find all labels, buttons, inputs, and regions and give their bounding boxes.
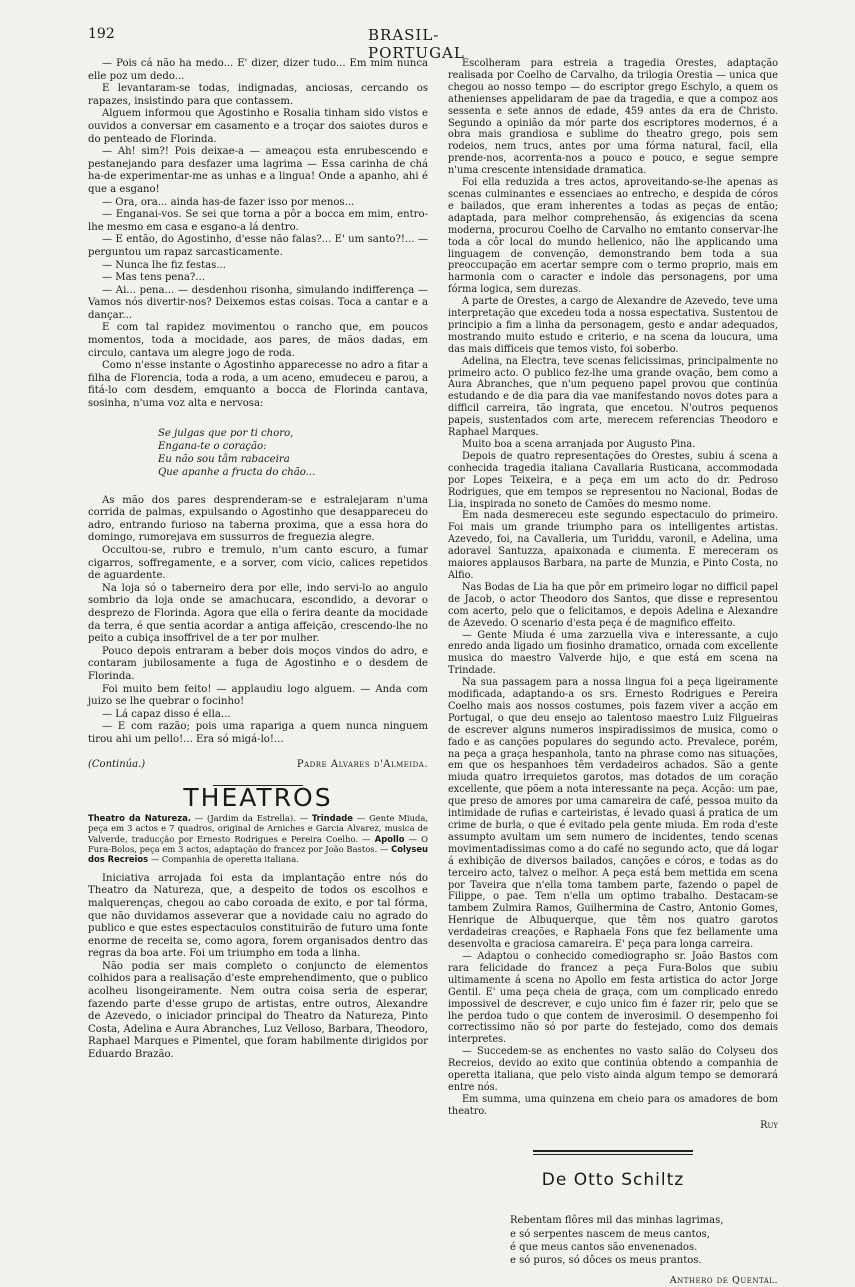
poem-line: Rebentam flôres mil das minhas lagrimas, <box>510 1215 724 1227</box>
review-signature: Ruy <box>760 1119 778 1131</box>
left-column <box>88 58 428 1062</box>
review-paragraph: Muito boa a scena arranjada por Augusto Pina. <box>462 439 696 450</box>
story-paragraph: — E então, do Agostinho, d'esse não falas?... E' um santo?!... — perguntou um rapaz sarcasticamente. <box>88 234 428 258</box>
story-paragraph: — Ai... pena... — desdenhou risonha, simulando indifferença — Vamos nós divertir-nos? Deixemos estas coisas. Toca a cantar e a dançar... <box>88 284 428 321</box>
story-paragraph: Alguem informou que Agostinho e Rosalia tinham sido vistos e ouvidos a conversar em casamento e a troçar dos saiotes duros e do penteado de Florinda. <box>88 108 428 145</box>
song-verse <box>158 427 428 479</box>
poem-author: Anthero de Quental. <box>669 1275 778 1287</box>
story-text-continued <box>88 495 428 747</box>
story-paragraph: Pouco depois entraram a beber dois moços vindos do adro, e contaram jubilosamente a fuga de Agostinho e o desdem de Florinda. <box>88 645 428 682</box>
section-title: THEATROS <box>183 783 333 813</box>
review-paragraph: Depois de quatro representações do Orestes, subiu á scena a conhecida tragedia italiana Cavallaria Rusticana, accommodada por Lopes Teixeira, e a peça em um acto do dr. Pedroso Rodrigues, que em tempos se representou no Nacional, Bodas de Lia, inspirada no soneto de Camões do mesmo nome. <box>448 450 778 510</box>
story-signature <box>88 759 428 772</box>
poem-line: e só puros, só dôces os meus prantos. <box>510 1255 702 1267</box>
continua-note: (Continúa.) <box>88 758 146 770</box>
review-paragraph: — Gente Miuda é uma zarzuella viva e interessante, a cujo enredo anda ligado um fiosinho dramatico, ornada com excellente musica do maestro Valverde hijo, e que está em scena na Trindade. <box>448 629 778 677</box>
story-paragraph: — Mas tens pena?... <box>102 272 205 284</box>
story-text <box>88 58 428 411</box>
programme-venue: Theatro da Natureza. <box>88 812 191 823</box>
story-paragraph: E com tal rapidez movimentou o rancho que, em poucos momentos, toda a mocidade, aos pares, de mãos dadas, em circulo, cantava um alegre jogo de roda. <box>88 322 428 359</box>
story-paragraph: Como n'esse instante o Agostinho apparecesse no adro a fitar a filha de Florencia, toda a roda, a um aceno, emudeceu e parou, a fitá-lo com desdem, emquanto a bocca de Florinda cantava, sosinha, n'uma voz alta e nervosa: <box>88 360 428 410</box>
programme-detail: — O Fura-Bolos, peça em 3 actos, adaptação do francez por João Bastos. — <box>88 833 428 854</box>
programme-detail: — Companhia de operetta italiana. <box>148 854 299 865</box>
review-paragraph: Adelina, na Electra, teve scenas felicissimas, principalmente no primeiro acto. O publico fez-lhe uma grande ovação, bem como a Aura Abranches, que n'um pequeno papel provou que continúa estudando e de dia para dia vae manifestando novos dotes para a difficil carreira, tão ingrata, que encetou. N'outros pequenos papeis, sustentados com arte, merecem referencias Theodoro e Raphael Marques. <box>448 355 778 439</box>
story-paragraph: — Nunca lhe fiz festas... <box>102 259 226 271</box>
story-paragraph: — Ah! sim?! Pois deixae-a — ameaçou esta enrubescendo e pestanejando para desfazer uma lagrima — Essa carinha de chá ha-de experimentar-me as unhas e a lingua! Onde a apanho, ahi é que a esgano! <box>88 146 428 195</box>
review-paragraph: Não podia ser mais completo o conjuncto de elementos colhidos para a realisação d'este emprehendimento, que o publico acolheu lisongeiramente. Nem outra coisa seria de esperar, fazendo parte d'esse grupo de artistas, entre outros, Alexandre de Azevedo, o iniciador principal do Theatro da Natureza, Pinto Costa, Adelina e Aura Abranches, Luz Velloso, Barbara, Theodoro, Raphael Marques e Pimentel, que foram habilmente dirigidos por Eduardo Brazão. <box>88 960 428 1061</box>
double-rule-divider <box>533 1150 693 1155</box>
programme-venue: Colyseu dos Recreios <box>88 843 428 865</box>
theatre-programme <box>88 813 428 865</box>
review-paragraph: — Adaptou o conhecido comediographo sr. João Bastos com rara felicidade do francez a peça Fura-Bolos que subiu ultimamente á scena no Apollo em festa artistica do actor Jorge Gentil. E' uma peça cheia de graça, com um complicado enredo impossivel de descrever, e cujo unico fim é fazer rir, pelo que se lhe perdoa tudo o que contem de inverosimil. O desempenho foi correctissimo não só por parte do festejado, como dos demais interpretes. <box>448 950 778 1046</box>
verse-line: Eu não sou tâm rabaceira <box>158 453 290 465</box>
right-column <box>448 58 778 1287</box>
review-paragraph: Na sua passagem para a nossa lingua foi a peça ligeiramente modificada, adaptando-a os srs. Ernesto Rodrigues e Pereira Coelho mais aos nossos costumes, pois fazem viver a acção em Portugal, o que deu ensejo ao talentoso maestro Luiz Filgueiras de escrever alguns numeros inspiradissimos de musica, como o fado e as canções populares do segundo acto. Prevalece, porém, na peça a graça hespanhola, tanto na phrase como nas situações, em que os hespanhoes têm verdadeiros achados. São a gente miuda quatro irrequietos garotos, mas dotados de um coração excellente, que põem a nota interessante na peça. Acção: um pae, que preso de amores por uma camareira de café, pessoa muito da intimidade de rufias e carteiristas, é levado quasi á pratica de um crime de burla, o que é evitado pela gente miuda. Em roda d'este assumpto avultam um sem numero de incidentes, tendo scenas movimentadissimas como a do café no segundo acto, que dá logar á exhibição de diversos bailados, canções e córos, e todas as do terceiro acto, talvez o melhor. A peça está bem mettida em scena por Taveira que n'ella toma tambem parte, fazendo o papel de Filippe, o pae. Tem n'ella um optimo trabalho. Destacam-se tambem Zulmira Ramos, Guilhermina de Castro, Antonio Gomes, Henrique de Albuquerque, que têm nos quatro garotos verdadeiras creações, e Raphaela Fons que fez bellamente uma desenvolta e graciosa camareira. E' peça para longa carreira. <box>448 677 778 951</box>
story-paragraph: Na loja só o taberneiro dera por elle, indo servi-lo ao angulo sombrio da loja onde se amachucara, escondido, a devorar o desprezo de Florinda. Agora que ella o ferira deante da mocidade da terra, é que sentia acordar a antiga affeição, crescendo-lhe no peito a cubiça insoffrivel de a ter por mulher. <box>88 582 428 645</box>
story-paragraph: — Enganai-vos. Se sei que torna a pôr a bocca em mim, entro-lhe mesmo em casa e esgano-a lá dentro. <box>88 209 428 233</box>
review-paragraph: Em nada desmereceu este segundo espectaculo do primeiro. Foi mais um grande triumpho para os intelligentes artistas. Azevedo, foi, na Cavalleria, um Turiddu, varonil, e Adelina, uma adoravel Santuzza, apaixonada e ciumenta. E mereceram os maiores applausos Barbara, na parte de Munzia, e Pinto Costa, no Alfio. <box>448 510 778 581</box>
programme-venue: Trindade <box>311 812 353 823</box>
story-paragraph: As mão dos pares desprenderam-se e estralejaram n'uma corrida de palmas, expulsando o Agostinho que desappareceu do adro, entrando furioso na taberna proxima, que a essa hora do domingo, rumorejava em sussurros de freguezia alegre. <box>88 494 428 544</box>
verse-line: Se julgas que por ti choro, <box>158 427 294 439</box>
poem-body <box>510 1214 778 1267</box>
review-paragraph: Nas Bodas de Lia ha que pôr em primeiro logar no difficil papel de Jacob, o actor Theodoro dos Santos, que disse e representou com acerto, pelo que o felicitamos, e depois Adelina e Alexandre de Azevedo. O scenario d'esta peça é de magnifico effeito. <box>448 581 778 629</box>
review-paragraph: Foi ella reduzida a tres actos, aproveitando-se-lhe apenas as scenas culminantes e essenciaes ao entrecho, e despida de córos e bailados, que eram inherentes a todas as peças de então; adaptada, para melhor comprehensão, ás exigencias da scena moderna, procurou Coelho de Carvalho no emtanto conservar-lhe toda a côr local do mundo hellenico, não lhe applicando uma linguagem de convenção, demonstrando bem toda a sua preoccupação em acertar sempre com o termo proprio, mais em harmonia com o caracter e indole das personagens, por uma fórma logica, sem durezas. <box>448 177 778 296</box>
review-paragraph: Iniciativa arrojada foi esta da implantação entre nós do Theatro da Natureza, que, a despeito de todos os escolhos e malquerenças, chegou ao cabo coroada de exito, e por tal fórma, que não duvidamos asseverar que a novidade caiu no agrado do publico e que estes espectaculos constituirão de futuro uma fonte enorme de receita se, como agora, forem organisados dentro das regras da boa arte. Foi um triumpho em toda a linha. <box>88 872 428 960</box>
poem-line: é que meus cantos são envenenados. <box>510 1241 698 1253</box>
programme-venue: Apollo <box>374 833 405 844</box>
story-paragraph: Foi muito bem feito! — applaudiu logo alguem. — Anda com juizo se lhe quebrar o focinho! <box>88 683 428 708</box>
story-paragraph: — E com razão; pois uma rapariga a quem nunca ninguem tirou ahi um pello!... Era só migá-lo!... <box>88 721 428 745</box>
story-paragraph: — Pois cá não ha medo... E' dizer, dizer tudo... Em mim nunca elle poz um dedo... <box>88 58 428 82</box>
story-author: Padre Alvares d'Almeida. <box>296 758 428 770</box>
poem-line: e só serpentes nascem de meus cantos, <box>510 1228 710 1240</box>
review-paragraph: Escolheram para estreia a tragedia Orestes, adaptação realisada por Coelho de Carvalho, da trilogia Orestia — unica que chegou ao nosso tempo — do escriptor grego Eschylo, a quem os athenienses appelidaram de pae da tragedia, e que a compoz aos sessenta e sete annos de edade, 459 antes da era de Christo. Segundo a opinião da mór parte dos escriptores modernos, é a obra mais grandiosa e sublime do theatro grego, pois sem rodeios, nem trucs, antes por uma fórma natural, facil, ella prende-nos, acorrenta-nos a pouco e pouco, e segue sempre n'uma crescente intensidade dramatica. <box>448 58 778 177</box>
journal-title: BRASIL-PORTUGAL <box>368 26 465 62</box>
review-paragraph: A parte de Orestes, a cargo de Alexandre de Azevedo, teve uma interpretação que excedeu toda a nossa espectativa. Sustentou de principio a fim a linha da personagem, gesto e andar adequados, mostrando muito estudo e criterio, e na scena da loucura, uma das mais difficeis que temos visto, foi soberbo. <box>448 296 778 355</box>
story-paragraph: E levantaram-se todas, indignadas, anciosas, cercando os rapazes, insistindo para que contassem. <box>88 83 428 107</box>
page-number: 192 <box>88 26 115 42</box>
programme-detail: — Gente Miuda, peça em 3 actos e 7 quadros, original de Arniches e Garcia Alvarez, musica de Valverde, traducção por Ernesto Rodrigues e Pereira Coelho. — <box>88 812 428 844</box>
review-paragraph: — Succedem-se as enchentes no vasto salão do Colyseu dos Recreios, devido ao exito que continúa obtendo a companhia de operetta italiana, que pelo visto ainda algum tempo se demorará entre nós. <box>448 1046 778 1093</box>
verse-line: Que apanhe a fructa do chão... <box>158 466 316 478</box>
verse-line: Engana-te o coração: <box>158 440 267 452</box>
story-paragraph: — Ora, ora... ainda has-de fazer isso por menos... <box>102 196 355 208</box>
story-paragraph: Occultou-se, rubro e tremulo, n'um canto escuro, a fumar cigarros, soffregamente, e a sorver, com vicio, calices repetidos de aguardente. <box>88 545 428 582</box>
programme-detail: — (Jardim da Estrella). — <box>190 812 312 823</box>
poem-title: De Otto Schiltz <box>541 1169 685 1190</box>
story-paragraph: — Lá capaz disso é ella... <box>102 708 231 720</box>
review-paragraph: Em summa, uma quinzena em cheio para os amadores de bom theatro. <box>448 1093 778 1117</box>
